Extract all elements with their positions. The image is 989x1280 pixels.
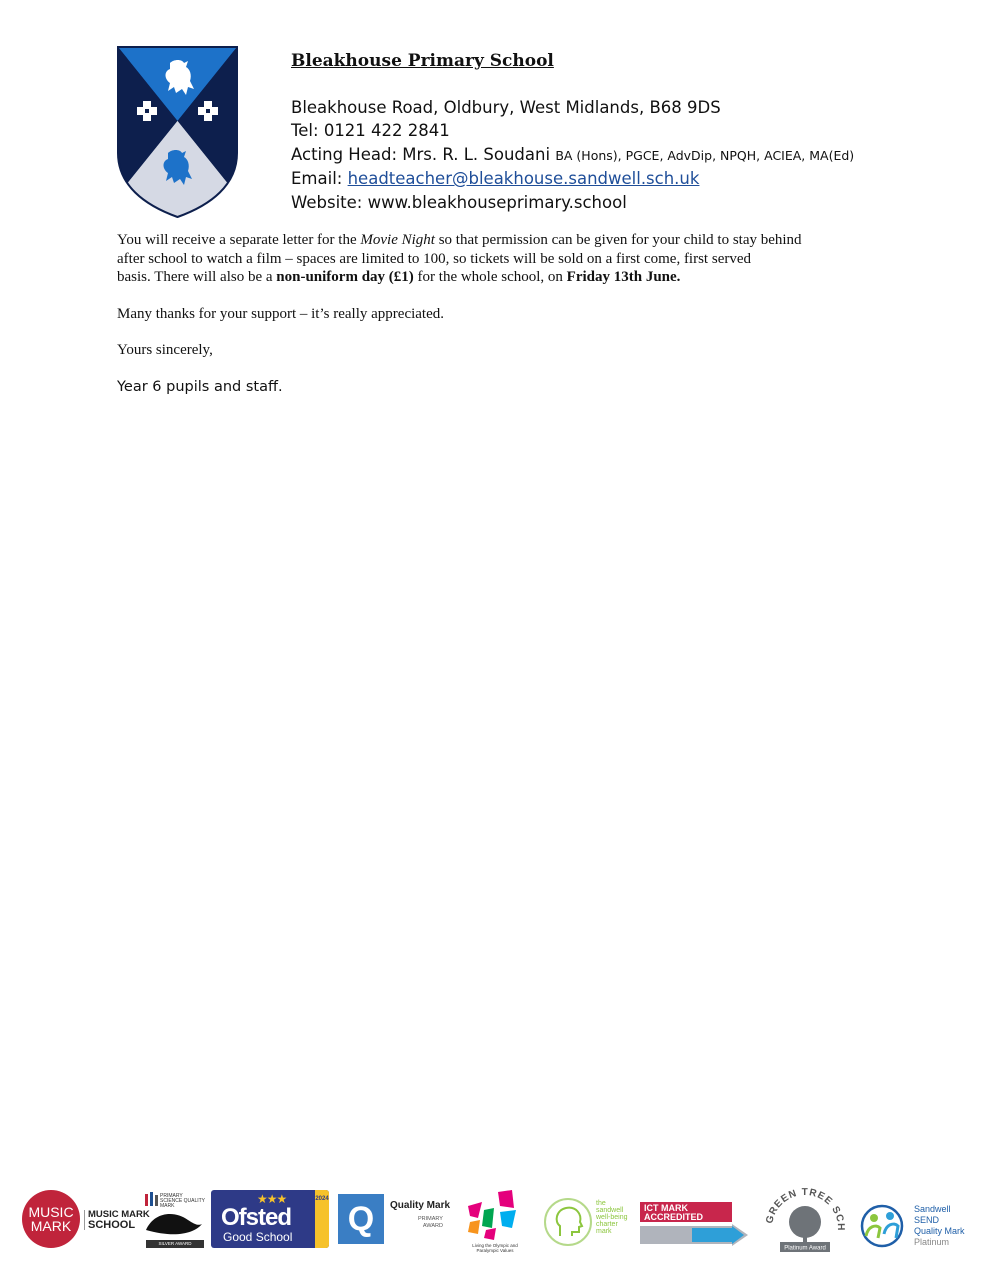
- text-run: for the whole school, on: [413, 269, 567, 286]
- music-mark-school-label: [84, 1210, 150, 1230]
- school-website: Website: www.bleakhouseprimary.school: [291, 192, 627, 212]
- thanks-paragraph: Many thanks for your support – it’s really appreciated.: [117, 305, 444, 322]
- music-mark-school-text: MUSIC MARK: [88, 1209, 150, 1220]
- olympic-values-text: Living the Olympic and Paralympic Values: [472, 1243, 518, 1253]
- send-text-line: Quality Mark: [914, 1226, 965, 1236]
- ict-mark-label: [640, 1202, 732, 1222]
- acting-head-qualifications: BA (Hons), PGCE, AdvDip, NPQH, ACIEA, MA(Ed): [555, 147, 855, 163]
- closing-salutation: Yours sincerely,: [117, 342, 213, 359]
- date-emphasis: Friday 13th June.: [566, 269, 681, 286]
- psqm-text: PRIMARY SCIENCE QUALITY MARK: [160, 1193, 205, 1209]
- ofsted-year: 2024: [315, 1190, 329, 1248]
- head-profile-icon: [542, 1196, 594, 1248]
- movie-night-emphasis: Movie Night: [360, 232, 435, 248]
- olympic-values-logo: [462, 1188, 526, 1258]
- quality-mark-label: Quality Mark: [390, 1200, 451, 1211]
- swoosh-icon: [144, 1208, 204, 1238]
- school-header: [291, 50, 854, 214]
- school-telephone: Tel: 0121 422 2841: [291, 121, 450, 140]
- send-text: [914, 1204, 965, 1248]
- letter-body: [117, 231, 877, 415]
- wellbeing-text: [596, 1200, 628, 1235]
- ict-mark-text: ICT MARK: [644, 1203, 688, 1213]
- tree-icon: [764, 1184, 846, 1258]
- signature: Year 6 pupils and staff.: [117, 378, 283, 395]
- ict-mark-text: ACCREDITED: [644, 1212, 704, 1222]
- paragraph-line: after school to watch a film – spaces are limited to 100, so tickets will be sold on a first come, first served: [117, 250, 751, 267]
- music-mark-logo: [22, 1190, 80, 1248]
- non-uniform-day-emphasis: non-uniform day (£1): [276, 269, 414, 286]
- ict-mark-accredited-logo: [640, 1202, 748, 1250]
- school-address: Bleakhouse Road, Oldbury, West Midlands, B68 9DS: [291, 97, 721, 117]
- acting-head-line: [291, 143, 854, 168]
- ofsted-rating: Good School: [223, 1230, 293, 1244]
- green-tree-award: Platinum Award: [784, 1245, 826, 1252]
- green-tree-text: GREEN TREE SCH: [764, 1186, 846, 1232]
- people-icon: [854, 1202, 910, 1248]
- paragraph-line: [117, 231, 877, 250]
- music-mark-school-text: SCHOOL: [88, 1219, 136, 1231]
- accreditation-logos: [0, 1184, 989, 1264]
- send-text-line: Platinum: [914, 1237, 950, 1247]
- quality-mark-sub-text: PRIMARY: [418, 1216, 443, 1222]
- music-mark-badge-text: MUSIC: [28, 1204, 74, 1220]
- text-run: basis. There will also be a: [117, 269, 277, 286]
- stars-icon: ★★★: [257, 1192, 287, 1206]
- ofsted-good-school-logo: [211, 1190, 329, 1248]
- green-tree-school-logo: [764, 1184, 846, 1258]
- movie-night-paragraph: [117, 231, 877, 287]
- school-name: Bleakhouse Primary School: [291, 51, 554, 71]
- sandwell-send-quality-mark-logo: [854, 1202, 978, 1254]
- music-mark-badge-text: MARK: [30, 1218, 72, 1234]
- email-label: Email:: [291, 169, 343, 188]
- quality-mark-badge: Q: [338, 1194, 384, 1244]
- school-crest-logo: [116, 45, 239, 219]
- acting-head-name: Acting Head: Mrs. R. L. Soudani: [291, 144, 551, 164]
- arrow-icon: [640, 1224, 748, 1246]
- wellbeing-text-line: sandwell: [596, 1207, 624, 1214]
- email-line: [291, 167, 854, 191]
- sandwell-wellbeing-charter-logo: [542, 1196, 636, 1248]
- paragraph-line: [117, 268, 877, 287]
- wellbeing-text-line: mark: [596, 1228, 612, 1235]
- email-link[interactable]: headteacher@bleakhouse.sandwell.sch.uk: [347, 169, 700, 188]
- wellbeing-text-line: well-being: [596, 1214, 628, 1221]
- send-text-line: Sandwell: [914, 1204, 951, 1214]
- wellbeing-text-line: the: [596, 1200, 606, 1207]
- ofsted-wordmark: Ofsted: [221, 1204, 292, 1231]
- send-text-line: SEND: [914, 1215, 940, 1225]
- primary-science-quality-mark-logo: [142, 1192, 206, 1248]
- text-run: so that permission can be given for your child to stay behind: [434, 232, 802, 248]
- text-run: You will receive a separate letter for the: [117, 232, 361, 248]
- psqm-award-label: SILVER AWARD: [146, 1240, 204, 1248]
- quality-mark-sub: [418, 1216, 443, 1230]
- quality-mark-sub-text: AWARD: [422, 1223, 443, 1229]
- london-2012-icon: [462, 1188, 526, 1242]
- wellbeing-text-line: charter: [596, 1221, 618, 1228]
